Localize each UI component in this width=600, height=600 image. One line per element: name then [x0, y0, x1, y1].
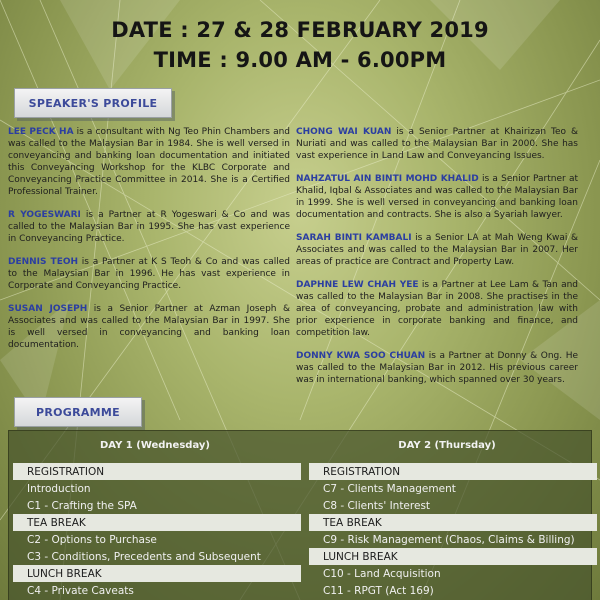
programme-title: PROGRAMME — [35, 405, 120, 419]
session-row: C4 - Private Caveats — [27, 584, 134, 597]
session-row: C11 - RPGT (Act 169) — [323, 584, 434, 597]
session-row: TEA BREAK — [13, 514, 301, 531]
speaker-name: SUSAN JOSEPH — [8, 304, 88, 314]
speaker-name: DAPHNE LEW CHAH YEE — [296, 280, 419, 290]
session-row: LUNCH BREAK — [309, 548, 597, 565]
speaker-entry — [8, 303, 290, 351]
speaker-name: DONNY KWA SOO CHUAN — [296, 351, 426, 361]
day1-sessions — [13, 463, 301, 599]
session-row: C10 - Land Acquisition — [323, 567, 441, 580]
speaker-column-right — [296, 126, 578, 397]
speaker-entry — [296, 350, 578, 386]
speaker-entry — [296, 173, 578, 221]
speaker-name: DENNIS TEOH — [8, 257, 79, 267]
speaker-bio: is a Partner at K S Teoh & Co and was called to the Malaysian Bar in 1996. He has vast experience in Corporate and Conveyancing Practice. — [8, 257, 291, 291]
session-row: REGISTRATION — [309, 463, 597, 480]
speaker-bio: is a Senior Partner at Khalid, Iqbal & Associates and was called to the Malaysian Bar in 1999. She is well versed in conveyancing and banking loan documentation and contracts. She is also a Syariah lawyer. — [296, 174, 578, 220]
session-row: C3 - Conditions, Precedents and Subsequent — [27, 550, 261, 563]
day2-sessions — [309, 463, 597, 599]
speaker-bio: is a consultant with Ng Teo Phin Chambers and was called to the Malaysian Bar in 1984. She is well versed in conveyancing and banking loan documentation and initiated this Conveyancing Workshop for the KLBC Corporate and Conveyancing Practice Committee in 2014. She is a Certified Professional Trainer. — [8, 127, 291, 197]
speaker-entry — [8, 209, 290, 245]
day1-heading: DAY 1 (Wednesday) — [100, 439, 210, 451]
speaker-name: SARAH BINTI KAMBALI — [296, 233, 412, 243]
day2-heading: DAY 2 (Thursday) — [398, 439, 496, 451]
speaker-bio: is a Partner at Donny & Ong. He was called to the Malaysian Bar in 2012. His previous career was in international banking, which spanned over 30 years. — [296, 351, 578, 385]
event-date: DATE : 27 & 28 FEBRUARY 2019 — [111, 18, 489, 42]
session-row: C8 - Clients' Interest — [323, 499, 431, 512]
speaker-name: LEE PECK HA — [8, 127, 74, 137]
speaker-name: CHONG WAI KUAN — [296, 127, 392, 137]
speaker-bio: is a Senior LA at Mah Weng Kwai & Associates and was called to the Malaysian Bar in 2007. Her areas of practice are Contract and Property Law. — [296, 233, 578, 267]
speaker-entry — [296, 232, 578, 268]
session-row: C1 - Crafting the SPA — [27, 499, 137, 512]
session-row: REGISTRATION — [13, 463, 301, 480]
speaker-bio: is a Partner at Lee Lam & Tan and was called to the Malaysian Bar in 2008. She practises in the area of conveyancing, probate and administration law with prior experience in corporate banking and finance, and competition law. — [296, 280, 579, 338]
session-row: LUNCH BREAK — [13, 565, 301, 582]
speaker-bio: is a Senior Partner at Azman Joseph & Associates and was called to the Malaysian Bar in 1997. She is well versed in conveyancing and banking loan documentation. — [8, 304, 290, 350]
speaker-column-left — [8, 126, 290, 362]
session-row: C2 - Options to Purchase — [27, 533, 157, 546]
programme-table — [8, 430, 592, 600]
speaker-entry — [8, 126, 290, 198]
speaker-name: NAHZATUL AIN BINTI MOHD KHALID — [296, 174, 479, 184]
speaker-entry — [8, 256, 290, 292]
session-row: C7 - Clients Management — [323, 482, 456, 495]
speaker-entry — [296, 279, 578, 339]
speaker-name: R YOGESWARI — [8, 210, 81, 220]
programme-ribbon — [14, 397, 142, 427]
speaker-bio: is a Partner at R Yogeswari & Co and was called to the Malaysian Bar in 1995. She has vast experience in Conveyancing Practice. — [8, 210, 290, 244]
speaker-profile-title: SPEAKER'S PROFILE — [28, 96, 158, 110]
speaker-profile-ribbon — [14, 88, 172, 118]
speaker-entry — [296, 126, 578, 162]
session-row: Introduction — [27, 482, 91, 495]
session-row: C9 - Risk Management (Chaos, Claims & Billing) — [323, 533, 575, 546]
session-row: TEA BREAK — [309, 514, 597, 531]
speaker-bio: is a Senior Partner at Khairizan Teo & Nuriati and was called to the Malaysian Bar in 2000. She has vast experience in Land Law and Conveyancing Issues. — [296, 127, 579, 161]
event-time: TIME : 9.00 AM - 6.00PM — [153, 48, 447, 72]
